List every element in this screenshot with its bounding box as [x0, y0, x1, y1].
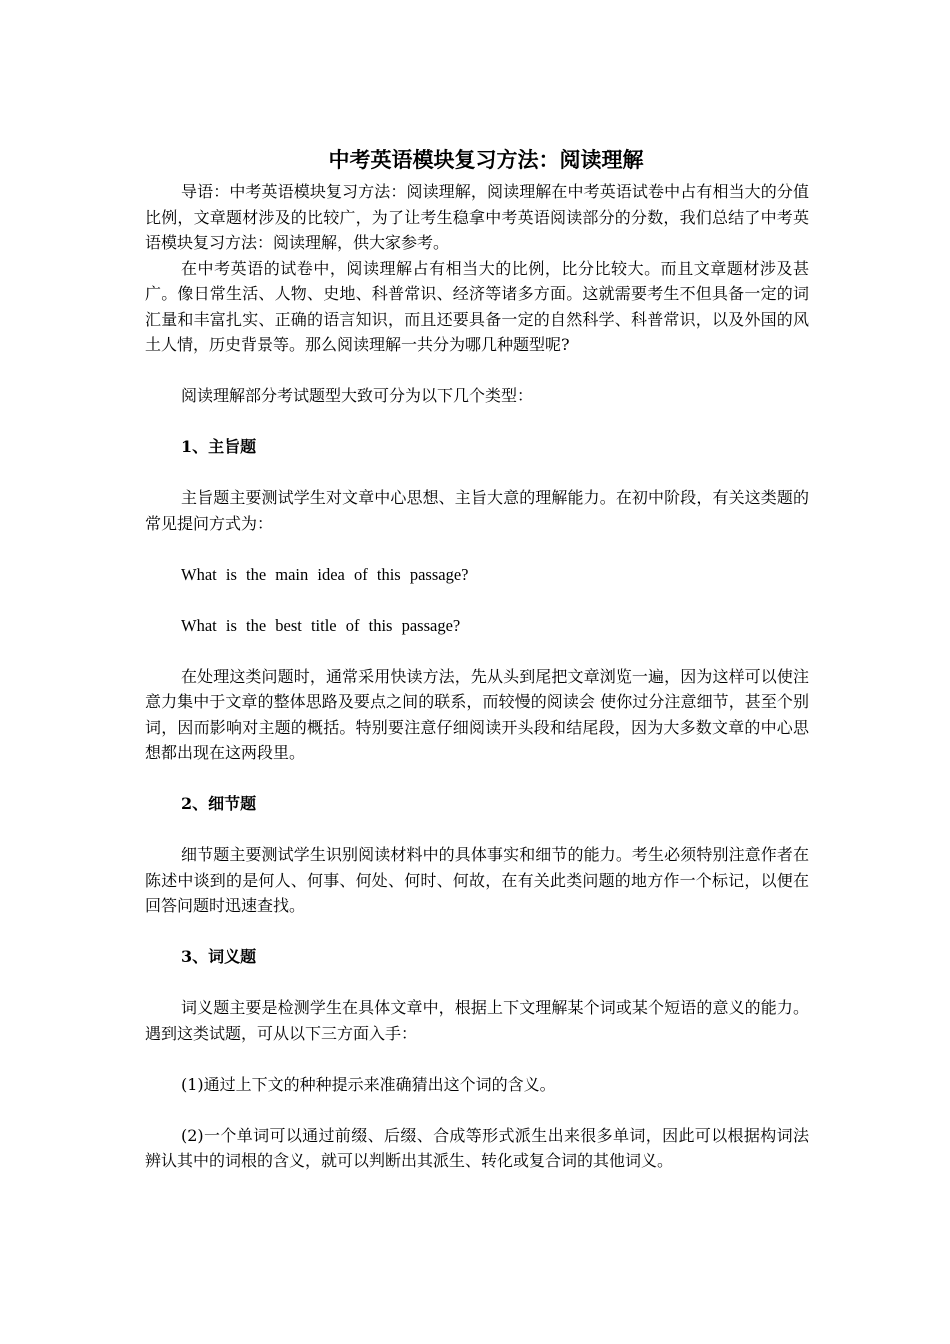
section-body: 在处理这类问题时，通常采用快读方法，先从头到尾把文章浏览一遍，因为这样可以使注意力集中于文章的整体思路及要点之间的联系，而较慢的阅读会 使你过分注意细节，甚至个别词，因而影响对主题的概括。特别要注意仔细阅读开头段和结尾段，因为大多数文章的中心思想都出现在这两段里。: [145, 666, 809, 762]
example-question: What is the best title of this passage?: [181, 615, 461, 635]
section-heading-main-idea: 1、主旨题: [181, 437, 257, 456]
spacer: [145, 638, 809, 664]
spacer: [145, 587, 809, 613]
spacer: [145, 766, 809, 792]
section-heading-detail: 2、细节题: [181, 794, 257, 813]
list-point: (1)通过上下文的种种提示来准确猜出这个词的含义。: [181, 1074, 556, 1094]
section-heading-word-meaning: 3、词义题: [181, 947, 257, 966]
section-body: 细节题主要测试学生识别阅读材料中的具体事实和细节的能力。考生必须特别注意作者在陈述中谈到的是何人、何事、何处、何时、何故，在有关此类问题的地方作一个标记，以便在回答问题时迅速查找。: [145, 845, 809, 915]
spacer: [145, 536, 809, 562]
intro-paragraph: 导语：中考英语模块复习方法：阅读理解，阅读理解在中考英语试卷中占有相当大的分值比例，文章题材涉及的比较广，为了让考生稳拿中考英语阅读部分的分数，我们总结了中考英语模块复习方法：阅读理解，供大家参考。: [145, 182, 809, 252]
section-body: 词义题主要是检测学生在具体文章中，根据上下文理解某个词或某个短语的意义的能力。遇到这类试题，可从以下三方面入手：: [145, 998, 809, 1043]
body-paragraph: 在中考英语的试卷中，阅读理解占有相当大的比例，比分比较大。而且文章题材涉及甚广。像日常生活、人物、史地、科普常识、经济等诸多方面。这就需要考生不但具备一定的词汇量和丰富扎实、正确的语言知识，而且还要具备一定的自然科学、科普常识，以及外国的风土人情，历史背景等。那么阅读理解一共分为哪几种题型呢?: [145, 258, 809, 354]
spacer: [145, 409, 809, 435]
spacer: [145, 970, 809, 996]
spacer: [145, 1097, 809, 1123]
list-point: (2)一个单词可以通过前缀、后缀、合成等形式派生出来很多单词，因此可以根据构词法辨认其中的词根的含义，就可以判断出其派生、转化或复合词的其他词义。: [145, 1125, 809, 1170]
document-title: 中考英语模块复习方法：阅读理解: [328, 147, 644, 172]
example-question: What is the main idea of this passage?: [181, 564, 469, 584]
document-page: [145, 145, 809, 1174]
spacer: [145, 460, 809, 486]
section-body: 主旨题主要测试学生对文章中心思想、主旨大意的理解能力。在初中阶段，有关这类题的常见提问方式为：: [145, 488, 809, 533]
body-paragraph: 阅读理解部分考试题型大致可分为以下几个类型：: [181, 386, 534, 405]
spacer: [145, 919, 809, 945]
spacer: [145, 817, 809, 843]
spacer: [145, 1046, 809, 1072]
spacer: [145, 358, 809, 384]
